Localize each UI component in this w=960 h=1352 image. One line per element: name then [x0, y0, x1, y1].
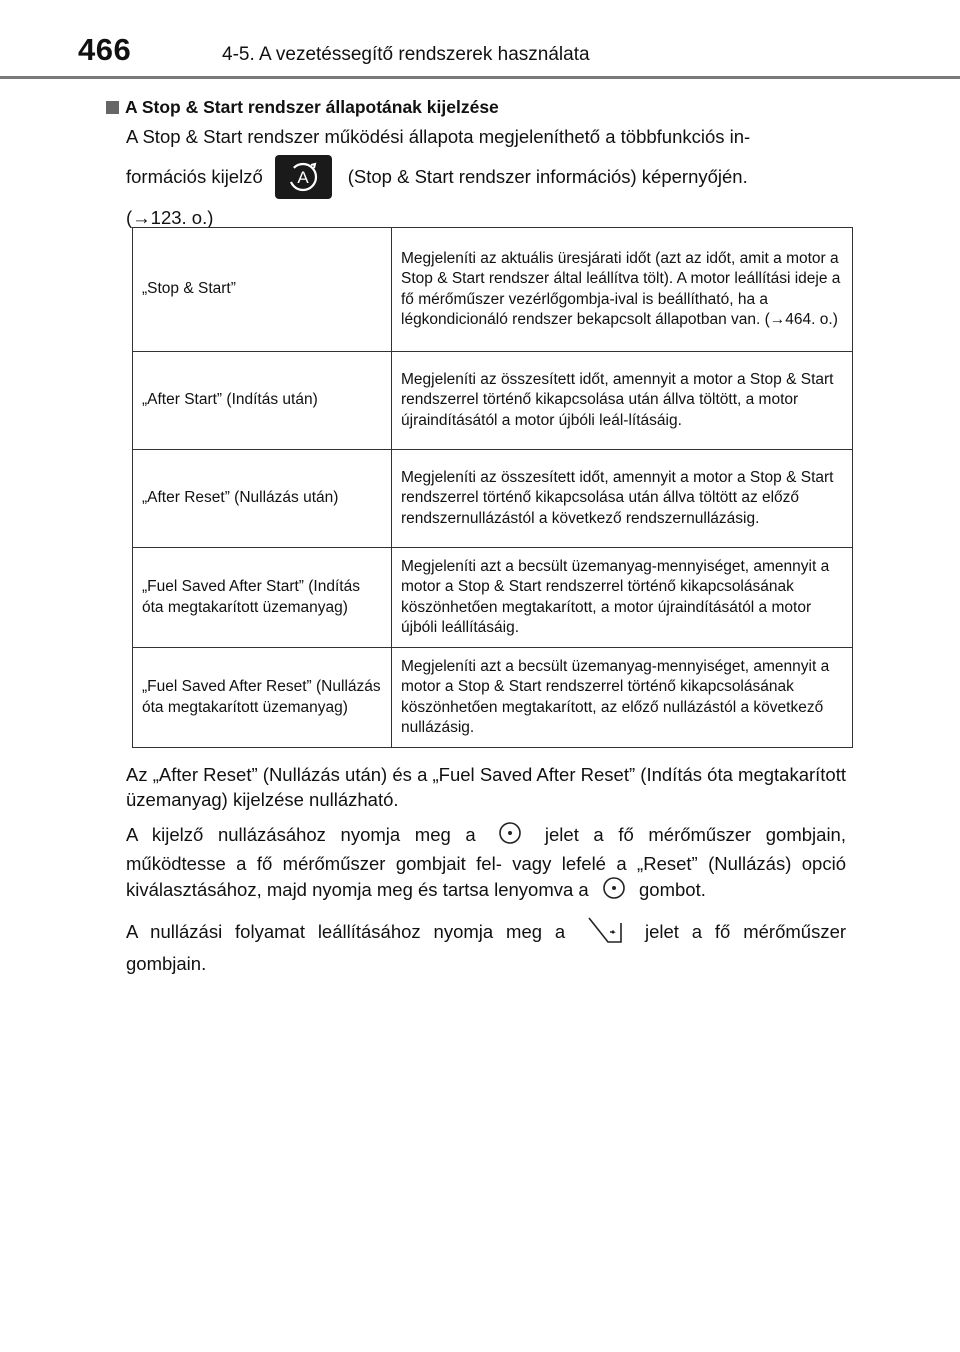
table-row: [133, 352, 853, 450]
table-row: [133, 548, 853, 648]
page-reference: (→123. o.): [126, 207, 214, 228]
table-cell-label: „After Reset” (Nullázás után): [133, 450, 392, 548]
table-cell-desc: Megjeleníti az összesített időt, amennyit a motor a Stop & Start rendszerrel történő kikapcsolása után állva töltött az előző rendszernullázástól a következő rendszernullázásig.: [392, 450, 853, 548]
cancel-instructions: [126, 915, 846, 976]
status-table: [132, 227, 853, 748]
intro-line-2: [126, 155, 851, 199]
table-cell-label: „Stop & Start”: [133, 228, 392, 352]
chapter-title: 4-5. A vezetéssegítő rendszerek használata: [222, 44, 590, 65]
back-button-icon: [586, 915, 624, 951]
reset-instructions: [126, 821, 846, 906]
section: [106, 96, 851, 229]
after-text: [126, 762, 846, 985]
intro-line-2-before: formációs kijelző: [126, 166, 263, 187]
cancel-text-a: A nullázási folyamat leállításához nyomja meg a: [126, 920, 566, 942]
ok-button-icon: [602, 876, 626, 906]
reset-note: Az „After Reset” (Nullázás után) és a „Fuel Saved After Reset” (Indítás óta megtakarított üzemanyag) kijelzése nullázható.: [126, 764, 846, 810]
icon-letter: A: [297, 168, 309, 187]
intro-line-2-after: (Stop & Start rendszer információs) képernyőjén.: [347, 166, 748, 187]
table-cell-desc: Megjeleníti azt a becsült üzemanyag-mennyiséget, amennyit a motor a Stop & Start rendszerrel történő kikapcsolásának köszönhetően megtakarított, az előző nullázástól a következő nullázásig.: [392, 648, 853, 748]
reset-text-b: jelet a fő mérőműszer gombjain, működtesse a fő mérőműszer gombjait fel- vagy lefelé a „Reset” (Nullázás) opció kiválasztásához, majd nyomja meg és tartsa lenyomva a: [126, 823, 846, 900]
table-cell-desc: Megjeleníti az aktuális üresjárati időt (azt az időt, amit a motor a Stop & Start rendszer által leállítva tölt). A motor leállítási ideje a fő mérőműszer vezérlőgombja-ival is beállítható, ha a légkondicionáló rendszer bekapcsolt állapotban van. (→464. o.): [392, 228, 853, 352]
table-cell-label: „Fuel Saved After Start” (Indítás óta megtakarított üzemanyag): [133, 548, 392, 648]
header-divider: [0, 76, 960, 79]
section-title: [106, 96, 851, 118]
reset-text-c: gombot.: [639, 878, 706, 900]
table-row: [133, 450, 853, 548]
page-header: [0, 0, 960, 80]
table-cell-desc: Megjeleníti az összesített időt, amennyit a motor a Stop & Start rendszerrel történő kikapcsolása után állva töltött, a motor újraindításától a motor újbóli leál-lításáig.: [392, 352, 853, 450]
table-row: [133, 648, 853, 748]
ok-button-icon: [498, 821, 522, 851]
table-row: [133, 228, 853, 352]
stop-start-info-icon: [275, 155, 332, 199]
page-number: 466: [78, 32, 132, 67]
section-title-text: A Stop & Start rendszer állapotának kijelzése: [125, 97, 499, 117]
reset-text-a: A kijelző nullázásához nyomja meg a: [126, 823, 476, 845]
square-bullet-icon: [106, 101, 119, 114]
cancel-text-b: jelet a fő mérőműszer gombjain.: [126, 920, 847, 974]
table-cell-desc: Megjeleníti azt a becsült üzemanyag-mennyiséget, amennyit a motor a Stop & Start rendszerrel történő kikapcsolásának köszönhetően megtakarított, a motor újraindításától a motor újbóli leállításáig.: [392, 548, 853, 648]
table-cell-label: „Fuel Saved After Reset” (Nullázás óta megtakarított üzemanyag): [133, 648, 392, 748]
intro-line-1: A Stop & Start rendszer működési állapota megjeleníthető a többfunkciós in-: [126, 126, 751, 147]
table-cell-label: „After Start” (Indítás után): [133, 352, 392, 450]
